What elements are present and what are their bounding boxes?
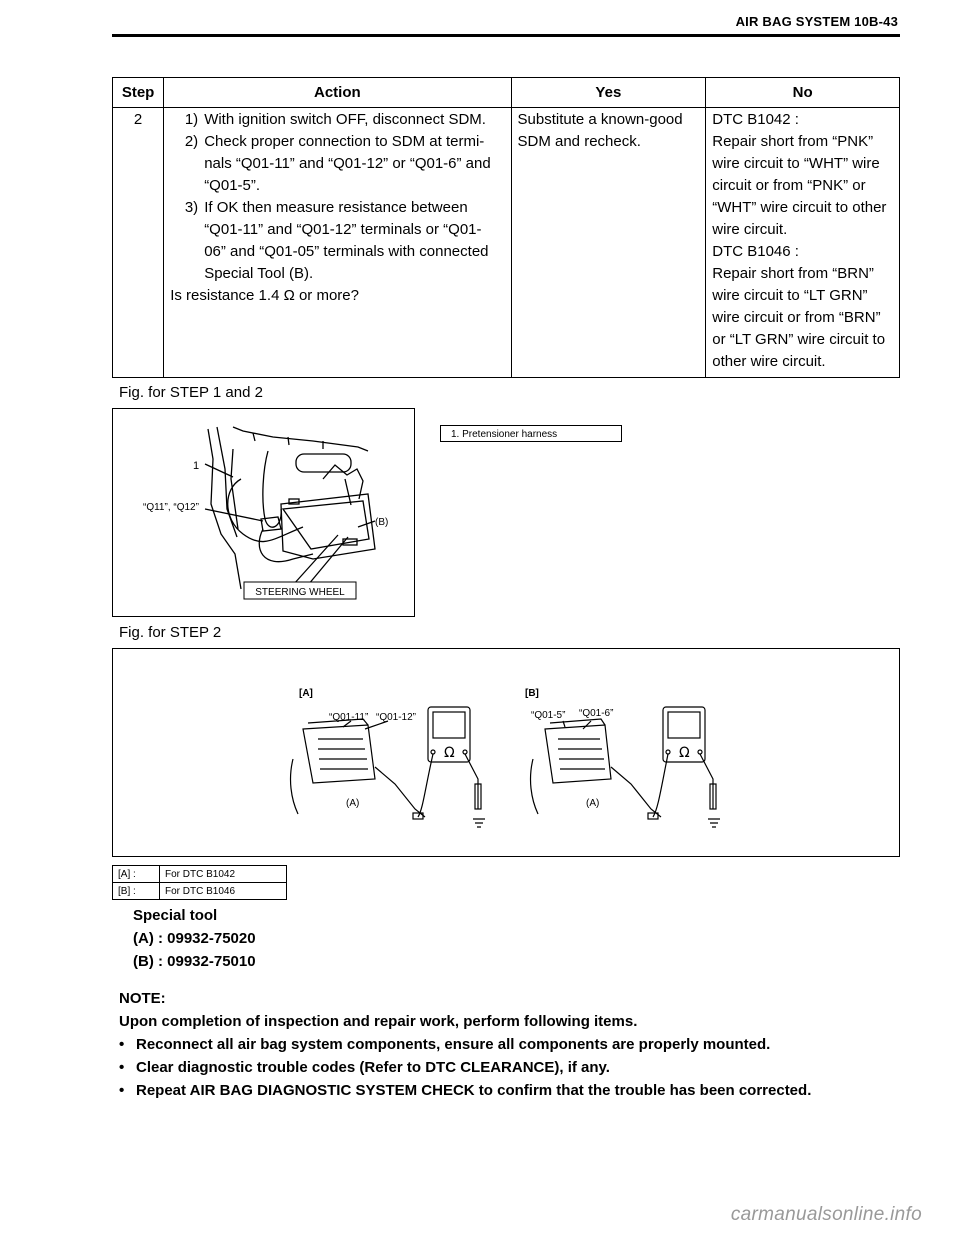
no-line: wire circuit to “LT GRN”: [712, 287, 868, 304]
action-item: 1) With ignition switch OFF, disconnect SDM.: [170, 109, 504, 131]
fig1-label-1: 1: [193, 460, 200, 472]
action-line: With ignition switch OFF, disconnect SDM.: [204, 111, 486, 128]
fig2-frame: [112, 648, 900, 857]
action-item: 2) Check proper connection to SDM at termi- nals “Q01-11” and “Q01-12” or “Q01-6” and “Q01-5”.: [170, 131, 504, 197]
fig1-label-terminals: “Q11”, “Q12”: [143, 502, 199, 513]
step-number: 2: [113, 108, 164, 378]
col-header-step: Step: [113, 78, 164, 108]
action-question: Is resistance 1.4 Ω or more?: [170, 287, 359, 304]
bullet-glyph: •: [119, 1059, 125, 1076]
yes-line: Substitute a known-good: [517, 111, 683, 128]
action-cell: [164, 108, 511, 378]
action-line: 06” and “Q01-05” terminals with connected: [204, 243, 489, 260]
fig2-panel-b-term2: “Q01-6”: [579, 708, 614, 719]
fig1-legend: 1. Pretensioner harness: [440, 425, 622, 442]
no-line: other wire circuit.: [712, 353, 826, 370]
bullet-text: Clear diagnostic trouble codes (Refer to DTC CLEARANCE), if any.: [136, 1059, 610, 1076]
note-bullet: [119, 1056, 909, 1079]
note-title: NOTE:: [119, 990, 166, 1007]
no-cell: [706, 108, 900, 378]
fig2-panel-a-term1: “Q01-11”: [329, 712, 369, 723]
yes-cell: [511, 108, 706, 378]
note-bullet: [119, 1033, 909, 1056]
col-header-no: No: [706, 78, 900, 108]
fig2-panel-b-tag: [B]: [525, 688, 539, 699]
fig1-frame: [112, 408, 415, 617]
bullet-text: Repeat AIR BAG DIAGNOSTIC SYSTEM CHECK to confirm that the trouble has been corrected.: [136, 1082, 812, 1099]
legend-text: For DTC B1046: [160, 883, 287, 900]
no-line: or “LT GRN” wire circuit to: [712, 331, 886, 348]
table-row: [113, 866, 287, 883]
action-item: 3) If OK then measure resistance between “Q01-11” and “Q01-12” terminals or “Q01- 06” and “Q01-05” terminals with connected Special Tool (B).: [170, 197, 504, 285]
fig1-label-steering: STEERING WHEEL: [255, 587, 345, 598]
no-line: Repair short from “PNK”: [712, 133, 874, 150]
note-bullet: [119, 1079, 909, 1102]
note-intro: Upon completion of inspection and repair work, perform following items.: [119, 1013, 638, 1030]
no-line: wire circuit or from “BRN”: [712, 309, 881, 326]
fig2-panel-b-tool: (A): [586, 798, 600, 809]
no-line: wire circuit.: [712, 221, 788, 238]
fig1-caption: Fig. for STEP 1 and 2: [119, 384, 263, 401]
no-line: Repair short from “BRN”: [712, 265, 874, 282]
fig2-panel-a-tool: (A): [346, 798, 360, 809]
special-tool-title: Special tool: [133, 907, 218, 924]
no-line: DTC B1042 :: [712, 111, 799, 128]
fig2-legend: [112, 865, 287, 900]
footer-watermark: carmanualsonline.info: [730, 1204, 922, 1225]
action-line: Check proper connection to SDM at termi-: [204, 133, 485, 150]
action-line: “Q01-11” and “Q01-12” terminals or “Q01-: [204, 221, 482, 238]
no-line: circuit or from “PNK” or: [712, 177, 866, 194]
note-block: [119, 987, 909, 1102]
fig2-panel-b-term1: “Q01-5”: [531, 710, 566, 721]
legend-key: [A] :: [113, 866, 160, 883]
legend-key: [B] :: [113, 883, 160, 900]
col-header-yes: Yes: [511, 78, 706, 108]
no-line: wire circuit to “WHT” wire: [712, 155, 880, 172]
action-line: nals “Q01-11” and “Q01-12” or “Q01-6” and: [204, 155, 491, 172]
fig2-panel-b-ohm: Ω: [679, 745, 690, 761]
col-header-action: Action: [164, 78, 511, 108]
action-line: If OK then measure resistance between: [204, 199, 468, 216]
no-line: DTC B1046 :: [712, 243, 799, 260]
bullet-text: Reconnect all air bag system components, ensure all components are properly mounted.: [136, 1036, 771, 1053]
bullet-glyph: •: [119, 1036, 125, 1053]
fig2-panel-a-ohm: Ω: [444, 745, 455, 761]
special-tool-item: (A) : 09932-75020: [133, 930, 256, 947]
page-header-title: AIR BAG SYSTEM 10B-43: [735, 14, 898, 29]
table-row: [113, 108, 900, 378]
special-tool-block: [133, 904, 256, 973]
table-header-row: [113, 78, 900, 108]
diagnostic-table: [112, 77, 900, 378]
no-line: “WHT” wire circuit to other: [712, 199, 887, 216]
header-rule: [112, 34, 900, 37]
table-row: [113, 883, 287, 900]
action-line: Special Tool (B).: [204, 265, 314, 282]
fig2-panel-a-tag: [A]: [299, 688, 313, 699]
special-tool-item: (B) : 09932-75010: [133, 953, 256, 970]
fig2-illustration: [113, 649, 899, 856]
yes-line: SDM and recheck.: [517, 133, 641, 150]
fig2-panel-a-term2: “Q01-12”: [376, 712, 417, 723]
action-line: “Q01-5”.: [204, 177, 261, 194]
fig1-illustration: [113, 409, 414, 616]
fig2-caption: Fig. for STEP 2: [119, 624, 222, 641]
fig1-label-b: (B): [375, 517, 389, 528]
bullet-glyph: •: [119, 1082, 125, 1099]
legend-text: For DTC B1042: [160, 866, 287, 883]
